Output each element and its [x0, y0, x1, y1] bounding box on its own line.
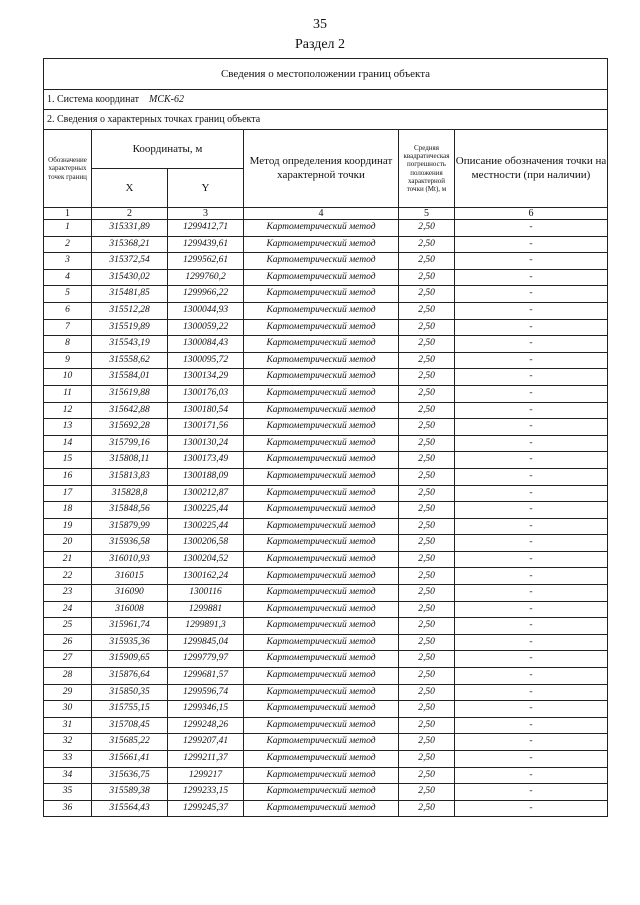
point-error: 2,50 [399, 784, 455, 801]
point-description: - [455, 684, 608, 701]
point-method: Картометрический метод [244, 734, 399, 751]
table-row [44, 751, 608, 768]
table-row [44, 319, 608, 336]
point-description: - [455, 402, 608, 419]
point-error: 2,50 [399, 302, 455, 319]
coordinate-system-label: 1. Система координат [47, 93, 140, 105]
point-method: Картометрический метод [244, 668, 399, 685]
point-y: 1300084,43 [168, 336, 244, 353]
table-row [44, 717, 608, 734]
header-point-designation: Обозначение характерных точек границ [44, 130, 92, 208]
header-method: Метод определения координат характерной точки [244, 130, 399, 208]
point-y: 1299233,15 [168, 784, 244, 801]
point-number: 26 [44, 634, 92, 651]
point-number: 23 [44, 585, 92, 602]
point-description: - [455, 568, 608, 585]
point-error: 2,50 [399, 734, 455, 751]
point-error: 2,50 [399, 385, 455, 402]
point-y: 1300044,93 [168, 302, 244, 319]
point-y: 1300095,72 [168, 352, 244, 369]
point-number: 8 [44, 336, 92, 353]
point-x: 315619,88 [92, 385, 168, 402]
point-error: 2,50 [399, 568, 455, 585]
point-x: 315813,83 [92, 468, 168, 485]
point-method: Картометрический метод [244, 751, 399, 768]
point-method: Картометрический метод [244, 269, 399, 286]
point-x: 315331,89 [92, 220, 168, 237]
point-description: - [455, 302, 608, 319]
point-error: 2,50 [399, 518, 455, 535]
point-x: 315876,64 [92, 668, 168, 685]
point-method: Картометрический метод [244, 419, 399, 436]
point-number: 36 [44, 800, 92, 817]
table-row [44, 684, 608, 701]
point-method: Картометрический метод [244, 535, 399, 552]
point-y: 1299891,3 [168, 618, 244, 635]
point-x: 316008 [92, 601, 168, 618]
point-method: Картометрический метод [244, 601, 399, 618]
point-description: - [455, 518, 608, 535]
point-error: 2,50 [399, 452, 455, 469]
point-y: 1300059,22 [168, 319, 244, 336]
point-method: Картометрический метод [244, 352, 399, 369]
column-numbers-row [44, 208, 608, 220]
point-x: 315512,28 [92, 302, 168, 319]
point-method: Картометрический метод [244, 784, 399, 801]
point-y: 1300180,54 [168, 402, 244, 419]
point-method: Картометрический метод [244, 385, 399, 402]
point-description: - [455, 452, 608, 469]
point-description: - [455, 701, 608, 718]
point-description: - [455, 468, 608, 485]
point-error: 2,50 [399, 402, 455, 419]
point-method: Картометрический метод [244, 253, 399, 270]
page-number: 35 [313, 17, 327, 32]
point-y: 1300116 [168, 585, 244, 602]
point-number: 33 [44, 751, 92, 768]
point-description: - [455, 767, 608, 784]
point-error: 2,50 [399, 800, 455, 817]
point-description: - [455, 502, 608, 519]
table-row [44, 253, 608, 270]
column-number: 6 [455, 208, 608, 220]
table-row [44, 535, 608, 552]
point-error: 2,50 [399, 601, 455, 618]
table-row [44, 701, 608, 718]
point-x: 315481,85 [92, 286, 168, 303]
table-row [44, 601, 608, 618]
point-number: 24 [44, 601, 92, 618]
point-y: 1299881 [168, 601, 244, 618]
header-x: X [92, 169, 168, 208]
table-row [44, 668, 608, 685]
point-number: 22 [44, 568, 92, 585]
point-y: 1300176,03 [168, 385, 244, 402]
point-method: Картометрический метод [244, 236, 399, 253]
point-error: 2,50 [399, 319, 455, 336]
point-number: 13 [44, 419, 92, 436]
point-y: 1299596,74 [168, 684, 244, 701]
point-error: 2,50 [399, 502, 455, 519]
point-y: 1300204,52 [168, 551, 244, 568]
table-row [44, 369, 608, 386]
column-number: 3 [168, 208, 244, 220]
point-number: 17 [44, 485, 92, 502]
point-number: 10 [44, 369, 92, 386]
point-method: Картометрический метод [244, 369, 399, 386]
point-x: 315879,99 [92, 518, 168, 535]
table-row [44, 468, 608, 485]
table-row [44, 435, 608, 452]
point-number: 34 [44, 767, 92, 784]
point-description: - [455, 319, 608, 336]
point-method: Картометрический метод [244, 435, 399, 452]
table-row [44, 452, 608, 469]
header-description: Описание обозначения точки на местности (при наличии) [455, 130, 608, 208]
point-description: - [455, 585, 608, 602]
point-method: Картометрический метод [244, 302, 399, 319]
point-x: 315584,01 [92, 369, 168, 386]
point-y: 1299207,41 [168, 734, 244, 751]
point-x: 315636,75 [92, 767, 168, 784]
point-x: 316015 [92, 568, 168, 585]
point-x: 315848,56 [92, 502, 168, 519]
point-method: Картометрический метод [244, 468, 399, 485]
table-row [44, 651, 608, 668]
point-error: 2,50 [399, 435, 455, 452]
header-error: Средняя квадратическая погрешность положения характерной точки (Мt), м [399, 130, 455, 208]
point-method: Картометрический метод [244, 767, 399, 784]
point-error: 2,50 [399, 419, 455, 436]
point-x: 315935,36 [92, 634, 168, 651]
point-number: 9 [44, 352, 92, 369]
point-description: - [455, 668, 608, 685]
boundary-points-table [43, 58, 608, 817]
column-number: 5 [399, 208, 455, 220]
point-x: 315961,74 [92, 618, 168, 635]
table-row [44, 236, 608, 253]
point-method: Картометрический метод [244, 717, 399, 734]
point-y: 1299760,2 [168, 269, 244, 286]
point-method: Картометрический метод [244, 800, 399, 817]
point-x: 315543,19 [92, 336, 168, 353]
point-method: Картометрический метод [244, 485, 399, 502]
point-number: 27 [44, 651, 92, 668]
point-x: 315808,11 [92, 452, 168, 469]
point-x: 315692,28 [92, 419, 168, 436]
table-row [44, 734, 608, 751]
point-y: 1300171,56 [168, 419, 244, 436]
point-number: 29 [44, 684, 92, 701]
point-x: 315850,35 [92, 684, 168, 701]
table-row [44, 800, 608, 817]
point-description: - [455, 800, 608, 817]
point-error: 2,50 [399, 684, 455, 701]
point-y: 1299217 [168, 767, 244, 784]
point-error: 2,50 [399, 286, 455, 303]
point-description: - [455, 220, 608, 237]
point-number: 20 [44, 535, 92, 552]
point-x: 315708,45 [92, 717, 168, 734]
point-description: - [455, 551, 608, 568]
table-row [44, 634, 608, 651]
point-number: 21 [44, 551, 92, 568]
point-description: - [455, 618, 608, 635]
point-description: - [455, 253, 608, 270]
point-number: 31 [44, 717, 92, 734]
point-description: - [455, 651, 608, 668]
table-row [44, 618, 608, 635]
column-number: 1 [44, 208, 92, 220]
point-number: 18 [44, 502, 92, 519]
point-method: Картометрический метод [244, 286, 399, 303]
point-y: 1299845,04 [168, 634, 244, 651]
point-number: 2 [44, 236, 92, 253]
point-description: - [455, 352, 608, 369]
point-x: 315589,38 [92, 784, 168, 801]
point-method: Картометрический метод [244, 220, 399, 237]
point-error: 2,50 [399, 535, 455, 552]
point-number: 35 [44, 784, 92, 801]
point-method: Картометрический метод [244, 518, 399, 535]
point-y: 1300212,87 [168, 485, 244, 502]
point-error: 2,50 [399, 369, 455, 386]
point-x: 315799,16 [92, 435, 168, 452]
point-y: 1300206,58 [168, 535, 244, 552]
table-row [44, 269, 608, 286]
point-x: 315519,89 [92, 319, 168, 336]
table-row [44, 302, 608, 319]
point-y: 1299779,97 [168, 651, 244, 668]
point-error: 2,50 [399, 551, 455, 568]
column-number: 2 [92, 208, 168, 220]
table-row [44, 352, 608, 369]
table-row [44, 286, 608, 303]
point-y: 1299412,71 [168, 220, 244, 237]
point-description: - [455, 269, 608, 286]
point-y: 1299346,15 [168, 701, 244, 718]
point-x: 315368,21 [92, 236, 168, 253]
point-number: 12 [44, 402, 92, 419]
point-number: 25 [44, 618, 92, 635]
point-error: 2,50 [399, 485, 455, 502]
point-x: 315372,54 [92, 253, 168, 270]
point-y: 1300162,24 [168, 568, 244, 585]
point-y: 1300173,49 [168, 452, 244, 469]
point-x: 315685,22 [92, 734, 168, 751]
table-row [44, 220, 608, 237]
point-error: 2,50 [399, 220, 455, 237]
point-description: - [455, 717, 608, 734]
point-x: 315430,02 [92, 269, 168, 286]
point-method: Картометрический метод [244, 568, 399, 585]
point-number: 4 [44, 269, 92, 286]
table-row [44, 502, 608, 519]
point-method: Картометрический метод [244, 551, 399, 568]
point-y: 1299439,61 [168, 236, 244, 253]
point-y: 1300225,44 [168, 502, 244, 519]
point-method: Картометрический метод [244, 651, 399, 668]
point-error: 2,50 [399, 468, 455, 485]
point-x: 315828,8 [92, 485, 168, 502]
point-method: Картометрический метод [244, 701, 399, 718]
point-x: 315661,41 [92, 751, 168, 768]
point-number: 19 [44, 518, 92, 535]
point-error: 2,50 [399, 751, 455, 768]
coordinate-system-value: МСК-62 [149, 93, 185, 105]
point-description: - [455, 435, 608, 452]
point-method: Картометрический метод [244, 634, 399, 651]
point-number: 3 [44, 253, 92, 270]
point-y: 1300130,24 [168, 435, 244, 452]
point-x: 315558,62 [92, 352, 168, 369]
point-method: Картометрический метод [244, 402, 399, 419]
point-description: - [455, 286, 608, 303]
point-y: 1299248,26 [168, 717, 244, 734]
point-error: 2,50 [399, 352, 455, 369]
point-number: 11 [44, 385, 92, 402]
coordinate-system-row [44, 90, 608, 110]
point-y: 1300225,44 [168, 518, 244, 535]
table-row [44, 784, 608, 801]
point-y: 1299562,61 [168, 253, 244, 270]
point-x: 315936,58 [92, 535, 168, 552]
point-number: 14 [44, 435, 92, 452]
table-row [44, 518, 608, 535]
point-description: - [455, 535, 608, 552]
table-row [44, 385, 608, 402]
table-row [44, 419, 608, 436]
table-row [44, 585, 608, 602]
point-number: 5 [44, 286, 92, 303]
point-x: 316090 [92, 585, 168, 602]
point-description: - [455, 419, 608, 436]
point-y: 1300134,29 [168, 369, 244, 386]
point-x: 315909,65 [92, 651, 168, 668]
point-x: 315564,43 [92, 800, 168, 817]
point-method: Картометрический метод [244, 319, 399, 336]
point-error: 2,50 [399, 651, 455, 668]
point-error: 2,50 [399, 701, 455, 718]
point-number: 30 [44, 701, 92, 718]
point-x: 316010,93 [92, 551, 168, 568]
point-method: Картометрический метод [244, 336, 399, 353]
point-y: 1299966,22 [168, 286, 244, 303]
point-method: Картометрический метод [244, 502, 399, 519]
header-coordinates: Координаты, м [92, 130, 244, 169]
point-description: - [455, 485, 608, 502]
point-number: 7 [44, 319, 92, 336]
point-description: - [455, 784, 608, 801]
point-y: 1299211,37 [168, 751, 244, 768]
point-error: 2,50 [399, 634, 455, 651]
point-method: Картометрический метод [244, 618, 399, 635]
point-method: Картометрический метод [244, 684, 399, 701]
table-row [44, 402, 608, 419]
point-y: 1300188,09 [168, 468, 244, 485]
point-y: 1299245,37 [168, 800, 244, 817]
header-y: Y [168, 169, 244, 208]
point-method: Картометрический метод [244, 452, 399, 469]
point-error: 2,50 [399, 717, 455, 734]
point-number: 1 [44, 220, 92, 237]
point-number: 32 [44, 734, 92, 751]
point-number: 15 [44, 452, 92, 469]
point-y: 1299681,57 [168, 668, 244, 685]
column-number: 4 [244, 208, 399, 220]
table-row [44, 767, 608, 784]
point-description: - [455, 734, 608, 751]
point-error: 2,50 [399, 618, 455, 635]
point-error: 2,50 [399, 585, 455, 602]
point-description: - [455, 336, 608, 353]
table-row [44, 568, 608, 585]
table-title: Сведения о местоположении границ объекта [44, 59, 608, 90]
table-row [44, 551, 608, 568]
points-section-label: 2. Сведения о характерных точках границ объекта [44, 110, 608, 130]
table-row [44, 336, 608, 353]
point-error: 2,50 [399, 767, 455, 784]
point-error: 2,50 [399, 668, 455, 685]
point-error: 2,50 [399, 236, 455, 253]
point-error: 2,50 [399, 336, 455, 353]
point-description: - [455, 751, 608, 768]
point-number: 16 [44, 468, 92, 485]
point-description: - [455, 236, 608, 253]
point-description: - [455, 385, 608, 402]
point-description: - [455, 369, 608, 386]
section-title: Раздел 2 [294, 37, 346, 52]
point-description: - [455, 634, 608, 651]
point-description: - [455, 601, 608, 618]
point-x: 315642,88 [92, 402, 168, 419]
point-number: 28 [44, 668, 92, 685]
point-x: 315755,15 [92, 701, 168, 718]
point-number: 6 [44, 302, 92, 319]
point-method: Картометрический метод [244, 585, 399, 602]
point-error: 2,50 [399, 269, 455, 286]
point-error: 2,50 [399, 253, 455, 270]
table-row [44, 485, 608, 502]
